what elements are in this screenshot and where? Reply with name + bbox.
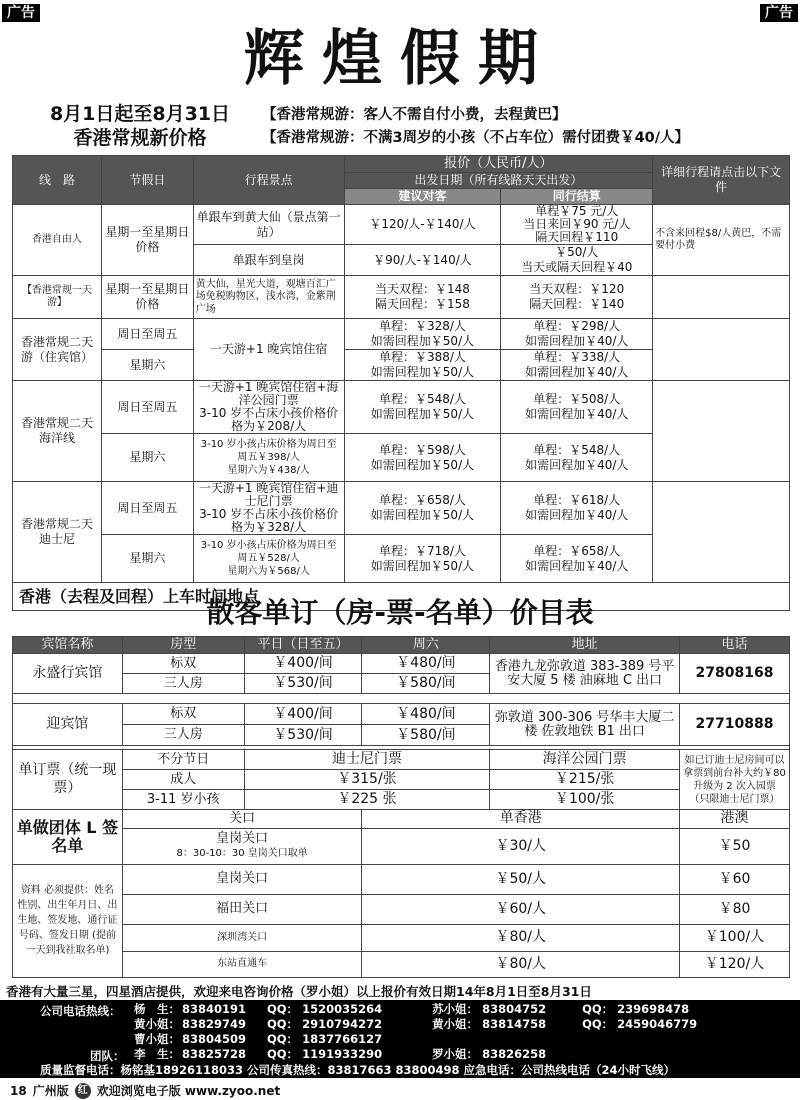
- logo-icon: 红: [75, 1083, 91, 1099]
- table-row: 福田关口 ￥60/人 ￥80: [13, 894, 790, 924]
- table-row: 香港常规二天海洋线 周日至周五 一天游+1 晚宾馆住宿+海洋公园门票 3-10 岁不占床小孩价格价格为￥208/人 单程：￥548/人 如需回程加￥50/人 单程：￥508/人 如需回程加￥40/人: [13, 381, 790, 434]
- table-row: 星期六 3-10 岁小孩占床价格为周日至周五￥398/人 星期六为￥438/人 单程：￥598/人 如需回程加￥50/人 单程：￥548/人 如需回程加￥40/人: [13, 434, 790, 482]
- note-1: 【香港常规游：客人不需自付小费，去程黄巴】: [262, 107, 567, 123]
- hotel-ticket-table: 宾馆名称 房型 平日（日至五） 周六 地址 电话 永盛行宾馆 标双 ￥400/间 ￥480/间 香港九龙弥敦道 383-389 号平安大厦 5 楼 油麻地 C 出口 27808168 三人房 ￥530/间 ￥580/间 迎宾馆 标双 ￥400/间 ￥480/间 弥敦道 300-306 号华丰大厦二楼 佐敦地铁 B1 出口 27710888 三人房 ￥530/间 ￥580/间 单订票（统一现票） 不分节日 迪士尼门票 海洋公园门票 如已订迪士尼房间可以拿票到前台补大约￥80 升级为 2 次入园票 （只限迪士尼门票） 成人 ￥315/张 ￥215/张 3-11 岁小孩 ￥225 张 ￥100/张 单做团体 L 签名单 关口 单香港 港澳 皇岗关口 8：30-10：30 皇岗关口取单 ￥30/人 ￥50 资料 必须提供：姓名 性别、出生年月日、出生地、签发地、通行证号码、签发日期 (提前一天到我社取名单) 皇岗关口 ￥50/人 ￥60 福田关口 ￥60/人 ￥80 深圳湾关口 ￥80/人 ￥100/人 东站直通车 ￥80/人 ￥120/人: [12, 636, 790, 978]
- page-footer: [10, 1082, 280, 1099]
- table-row: 东站直通车 ￥80/人 ￥120/人: [13, 951, 790, 977]
- col-departure: 出发日期（所有线路天天出发）: [344, 173, 653, 189]
- edition: 广州版: [32, 1084, 69, 1098]
- table-row: 星期六 3-10 岁小孩占床价格为周日至周五￥528/人 星期六为￥568/人 单程：￥718/人 如需回程加￥50/人 单程：￥658/人 如需回程加￥40/人: [13, 535, 790, 583]
- table-row: 香港自由人 星期一至星期日价格 单跟车到黄大仙（景点第一站） ￥120/人-￥140/人 单程￥75 元/人 当日来回￥90 元/人 隔天回程￥110 不含来回程$8/人黄巴，不需要付小费: [13, 205, 790, 245]
- quality-line: 质量监督电话：杨铭基18926118033 公司传真热线：83817663 83800498 应急电话：公司热线电话（24小时飞线）: [40, 1063, 676, 1077]
- subtitle: [20, 102, 260, 150]
- page-title: 辉煌假期: [244, 24, 556, 94]
- team-label: 团队：: [90, 1049, 125, 1063]
- table-row: 单订票（统一现票） 不分节日 迪士尼门票 海洋公园门票 如已订迪士尼房间可以拿票到前台补大约￥80 升级为 2 次入园票 （只限迪士尼门票）: [13, 750, 790, 770]
- table-row: 迎宾馆 标双 ￥400/间 ￥480/间 弥敦道 300-306 号华丰大厦二楼 佐敦地铁 B1 出口 27710888: [13, 704, 790, 725]
- col-suggest: 建议对客: [344, 189, 501, 205]
- col-spots: 行程景点: [193, 156, 344, 205]
- section2-title: 散客单订（房-票-名单）价目表: [206, 596, 594, 629]
- subtitle-price: 香港常规新价格: [73, 127, 207, 149]
- col-holiday: 节假日: [101, 156, 193, 205]
- table-row: 【香港常规一天游】 星期一至星期日价格 黄大仙，星光大道，观塘百汇广场免税购物区，浅水湾，金紫荆广场 当天双程：￥148 隔天回程：￥158 当天双程：￥120 隔天回程：￥140: [13, 276, 790, 319]
- table-row: 深圳湾关口 ￥80/人 ￥100/人: [13, 924, 790, 951]
- contact-bar: [0, 1000, 800, 1078]
- col-trade: 同行结算: [501, 189, 653, 205]
- ad-tag-right: 广告: [760, 4, 798, 22]
- table-row: 3-11 岁小孩 ￥225 张 ￥100/张: [13, 790, 790, 810]
- page-number: 18: [10, 1083, 27, 1098]
- table-row: 资料 必须提供：姓名 性别、出生年月日、出生地、签发地、通行证号码、签发日期 (提前一天到我社取名单) 皇岗关口 ￥50/人 ￥60: [13, 864, 790, 894]
- table-row: 永盛行宾馆 标双 ￥400/间 ￥480/间 香港九龙弥敦道 383-389 号平安大厦 5 楼 油麻地 C 出口 27808168: [13, 654, 790, 674]
- footer-text[interactable]: 欢迎浏览电子版 www.zyoo.net: [96, 1084, 281, 1098]
- ad-tag-left: 广告: [2, 4, 40, 22]
- table-row: 星期六 单程：￥388/人 如需回程加￥50/人 单程：￥338/人 如需回程加￥40/人: [13, 350, 790, 381]
- note-2: 【香港常规游：不满3周岁的小孩（不占车位）需付团费￥40/人】: [262, 130, 690, 146]
- table-row: 皇岗关口 8：30-10：30 皇岗关口取单 ￥30/人 ￥50: [13, 828, 790, 864]
- col-detail[interactable]: 详细行程请点击以下文件: [653, 156, 790, 205]
- table-row: 成人 ￥315/张 ￥215/张: [13, 770, 790, 790]
- route-price-table: [12, 155, 790, 611]
- pickup-heading: 香港（去程及回程）上车时间地点: [13, 583, 790, 611]
- table-row: 三人房 ￥530/间 ￥580/间: [13, 674, 790, 694]
- col-price: 报价（人民币/人）: [344, 156, 653, 173]
- table-row: 香港常规二天迪士尼 周日至周五 一天游+1 晚宾馆住宿+迪士尼门票 3-10 岁不占床小孩价格价格为￥328/人 单程：￥658/人 如需回程加￥50/人 单程：￥618/人 如需回程加￥40/人: [13, 482, 790, 535]
- notice: 香港有大量三星，四星酒店提供，欢迎来电咨询价格（罗小姐）以上报价有效日期14年8月1日至8月31日: [6, 984, 592, 999]
- notes: [262, 104, 689, 150]
- table-row: 三人房 ￥530/间 ￥580/间: [13, 725, 790, 746]
- table-row: 单做团体 L 签名单 关口 单香港 港澳: [13, 810, 790, 829]
- table-row: 单跟车到皇岗 ￥90/人-￥140/人 ￥50/人 当天或隔天回程￥40: [13, 245, 790, 276]
- col-route: 线 路: [13, 156, 102, 205]
- company-label: 公司电话热线：: [40, 1004, 121, 1018]
- subtitle-date: 8月1日起至8月31日: [49, 103, 231, 125]
- table-row: 香港常规二天游（住宾馆） 周日至周五 一天游+1 晚宾馆住宿 单程：￥328/人 如需回程加￥50/人 单程：￥298/人 如需回程加￥40/人: [13, 319, 790, 350]
- contact-table: 杨 生： 83840191 QQ： 1520035264 苏小姐： 83804752 QQ： 239698478 黄小姐： 83829749 QQ： 2910794272 黄小姐： 83814758 QQ： 2459046779 曹小姐： 83804509 QQ： 1837766127 李 生： 83825728 QQ： 1191933290 罗小姐： 83826258: [134, 1002, 698, 1062]
